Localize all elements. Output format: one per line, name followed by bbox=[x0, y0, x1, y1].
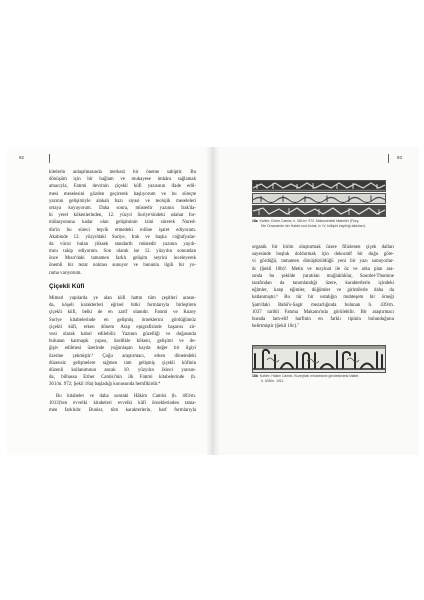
caption-text: Kahire, Ezher Camisi, h. 361/m. 972. Maksuredeki kitabeler (Flury, bbox=[259, 219, 360, 223]
text-line: mesi meselesini gözden geçirerek başlıyorum ve bu süreçte bbox=[49, 191, 196, 197]
text-line: dönüşüm için bir bağlam ve mukayese imkânı sağlamak bbox=[49, 177, 196, 183]
caption-text: Kahire, Hâkim Camisi. Kuzeybatı minaresinin gövdesindeki kitabe. bbox=[259, 374, 360, 378]
text-line: çiçekli küfi, belki de en zarif olanıdır. Fatımi ve Kuzey bbox=[49, 310, 196, 316]
figure-caption-18a bbox=[252, 219, 366, 228]
left-page bbox=[7, 147, 213, 455]
text-line: da vücut bulan yüksek standartlı müstedir yazının yayılı- bbox=[49, 241, 196, 247]
text-line: Akabinde 12. yüzyıldaki Suriye, Irak ve başka coğrafyalar- bbox=[49, 234, 196, 240]
section-heading: Çiçekli Kûfi bbox=[49, 283, 85, 290]
page-rule-left bbox=[49, 154, 50, 163]
right-page bbox=[213, 147, 419, 455]
inscription-frieze-photo bbox=[252, 193, 386, 204]
text-line: yazının gelişimiyle alakalı bazı siyasi ve teolojik meseleleri bbox=[49, 198, 196, 204]
text-line: vesi olarak kabul edilebilir. Yazının güzelliği ve doğasında bbox=[49, 331, 196, 337]
text-line: organik bir birim oluşturmak üzere filizlenen çiçek dalları bbox=[252, 245, 394, 250]
right-paragraph-1 bbox=[252, 244, 394, 330]
inscription-frieze-photo bbox=[252, 180, 386, 192]
page-number-right: 93 bbox=[397, 155, 402, 160]
text-line: dı (Şekil 18b)⁵. Metin ve tezyinat ile öz ve arka plan ara- bbox=[252, 266, 394, 272]
text-line: sında bu şekilde yaratılan muğlaklıklar, Sourdel-Thomine bbox=[252, 273, 394, 279]
text-line: tarafından da tanımlandığı üzere, karakterlerin içindeki bbox=[252, 280, 394, 286]
text-line: eğimler, karşı eğimler, düğümler ve girintilerle daha da bbox=[252, 288, 394, 294]
left-paragraph-1 bbox=[49, 169, 196, 277]
book-spine-shadow bbox=[206, 147, 220, 455]
text-line: mülasyonuna kadar olan gelişiminin izini sürerek Nured- bbox=[49, 220, 196, 226]
left-paragraph-3 bbox=[49, 393, 196, 415]
caption-text: h. 403/m. 1011. bbox=[261, 378, 285, 383]
text-line: ruma varıyorum. bbox=[49, 270, 82, 276]
page-rule-right bbox=[388, 154, 389, 163]
text-line: Bu kitabeler ve daha sonraki Hâkim Camisi (h. 403/m. bbox=[56, 394, 196, 399]
text-line: Şam'daki Babü's-Sagir mezarlığında bulunan h. 439/m. bbox=[252, 302, 394, 308]
open-book bbox=[7, 147, 419, 455]
text-line: amacıyla, Fatımi devrinin çiçekli küfi yazısının ifade edil- bbox=[49, 184, 196, 190]
caption-number: 18a bbox=[252, 219, 258, 223]
text-line: 1037 tarihli Fatıma Makamı'nda görülebilir. Bir araştırmacı bbox=[252, 309, 394, 315]
text-line: belirtmiştir (Şekil 18c).⁷ bbox=[252, 324, 300, 330]
caption-text: Die Ornamente der Hakim und Ashar, lv. IV, kütüphi kayıtlığı tabloları). bbox=[261, 223, 366, 228]
text-line: kitelerin anlaşılmasında merkezi bir öneme sahiptir. Bu bbox=[49, 170, 196, 175]
text-line: 1013)'ten evvelki kitabeleri evvelki kûfi örneklerinden tama- bbox=[49, 401, 196, 407]
text-line: sayesinde boşluk doldurmak için dekoratif bir doğu göre- bbox=[252, 252, 394, 258]
text-line: düzensiz gelişmelere rağmen tam gelişmiş çiçekli kûfinin bbox=[49, 360, 196, 366]
text-line: düzenli kullanımının ancak 10. yüzyılın ikinci yarısın- bbox=[49, 367, 196, 373]
text-line: 361/m. 972; Şekil 18a) başladığı konusunda hemfikirdir.⁴ bbox=[49, 382, 161, 388]
text-line: burada lam-elif harfinin en farklı tipinin bulunduğunu bbox=[252, 316, 394, 322]
text-line: da, köşeli karakterleri eğrisel bitki formlarıyla birleştiren bbox=[49, 303, 196, 309]
text-line: vi gördüğü, tamamen dönüştürüldüğü yeni bir yazı sunuyorlar- bbox=[252, 259, 394, 265]
text-line: ortaya koyuyorum. Daha sonra, müstedir yazının Irak'da- bbox=[49, 205, 196, 211]
text-line: din'in bu süreci teşvik etmedeki rolüne işaret ediyorum. bbox=[49, 227, 196, 233]
text-line: ğişiv edilmesi üzerinde yoğunlaşan kayda değer bir ilgiyi bbox=[49, 346, 196, 352]
text-line: bulunan karmaşık yapısı, özellikle kökeni, gelişimi ve de- bbox=[49, 339, 196, 345]
text-line: mını takip ediyorum. Son olarak ise 12. yüzyılın sonundan bbox=[49, 249, 196, 255]
page-number-left: 92 bbox=[19, 155, 24, 160]
inscription-frieze-photo bbox=[252, 205, 386, 217]
text-line: da, bilhassa Ezher Camisi'nin ilk Fatımi kitabelerinde (h. bbox=[49, 375, 196, 381]
text-line: Mimari yapılarda ye alan küfi hattın tüm çeşitleri arasın- bbox=[49, 296, 196, 301]
minaret-inscription-photo bbox=[252, 345, 386, 373]
text-line: men farklıdır. Bunlar, tüm karakterlerin, harf formlarıyla bbox=[49, 408, 196, 414]
text-line: önemli bir tezat noktası sunuyor ve bununla ilgili bir yo- bbox=[49, 263, 196, 269]
figure-caption-18b bbox=[252, 374, 359, 383]
left-paragraph-2 bbox=[49, 295, 196, 388]
text-line: önce Mısır'daki tamamen farklı gelişim seyrini inceleyerek bbox=[49, 256, 196, 262]
text-line: üzerine çekmiştir.³ Çoğu araştırmacı, erken dönemdeki bbox=[49, 353, 196, 359]
text-line: Suriye kitabelerinde en gelişmiş örneklerini gördüğümüz bbox=[49, 317, 196, 323]
caption-number: 18b bbox=[252, 374, 258, 378]
text-line: katlanmıştır.⁶ Bu tür bir ustalığın muhteşem bir örneği bbox=[252, 295, 394, 301]
text-line: ki yerel kökenlerinden, 12. yüzyıl Suriye'sindeki ıslahat for- bbox=[49, 213, 196, 219]
text-line: çiçekli küfi, erken dönem Arap epigrafisinde başarısı zir- bbox=[49, 324, 196, 330]
